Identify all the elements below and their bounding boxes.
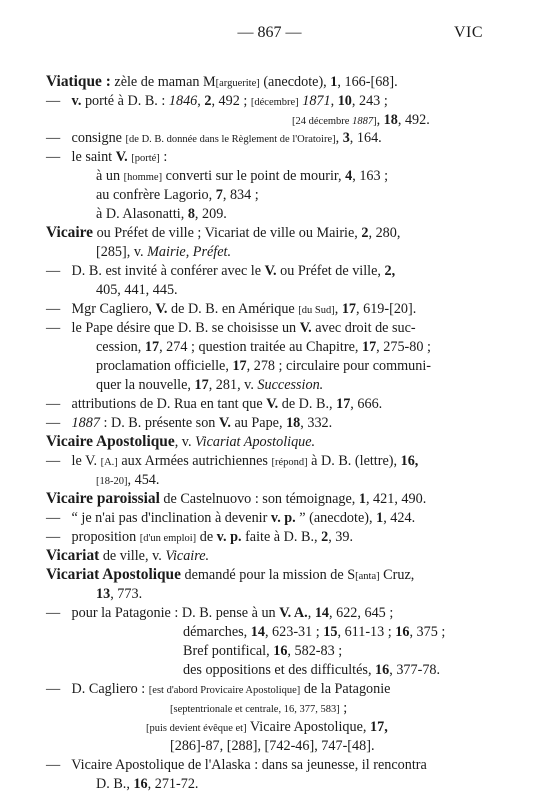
line-segment: D. B., [96, 776, 134, 792]
line-segment: 2 [321, 529, 329, 545]
line-segment: Vicaire Apostolique, [246, 719, 370, 735]
line-segment: 14 [314, 605, 330, 621]
line-segment: : D. B. présente son [99, 415, 219, 431]
line-segment: proposition [68, 529, 140, 545]
line-segment: , [197, 93, 205, 109]
line-segment: — [46, 149, 61, 165]
line-segment: — [46, 681, 61, 697]
line-segment: Bref pontifical, [183, 643, 274, 659]
line-segment: [A.] [100, 457, 118, 468]
line-segment: 17 [336, 396, 351, 412]
line-segment: , 278 ; circulaire pour communi- [246, 358, 432, 374]
line-segment: D. B. est invité à conférer avec le [68, 263, 265, 279]
line-segment: Vicaire paroissial [46, 490, 160, 507]
line-segment: V. [264, 263, 277, 279]
line-segment: au Pape, [230, 415, 287, 431]
line-segment: Vicaire Apostolique de l'Alaska : dans sa jeunesse, il rencontra [68, 757, 427, 773]
line-segment: 405, 441, 445. [96, 282, 178, 298]
line-segment: — [46, 757, 61, 773]
line-segment: , 274 ; question traitée au Chapitre, [159, 339, 362, 355]
line-segment: — [46, 510, 61, 526]
line-segment: , 166-[68]. [337, 74, 398, 90]
line-segment: V. [266, 396, 279, 412]
line-segment: de la Patagonie [300, 681, 391, 697]
line-segment: , [330, 93, 338, 109]
line-segment: Vicaire. [165, 548, 210, 564]
line-segment: [286]-87, [288], [742-46], 747-[48]. [170, 738, 375, 754]
line-segment: 1887 [71, 415, 100, 431]
line-segment: — [46, 529, 61, 545]
line-segment: , [335, 130, 343, 146]
line-segment: v. p. [270, 510, 296, 526]
line-segment: [homme] [123, 172, 163, 183]
line-segment: , 271-72. [147, 776, 199, 792]
index-line [46, 546, 209, 566]
line-segment: Vicariat Apostolique [46, 566, 181, 583]
line-segment: , 209. [194, 206, 227, 222]
line-segment: cession, [96, 339, 145, 355]
index-line [96, 356, 431, 376]
line-segment: V. [218, 415, 231, 431]
line-segment: D. Cagliero : [68, 681, 149, 697]
line-segment: [24 décembre [292, 116, 353, 127]
line-segment: de ville, v. [99, 548, 166, 564]
line-segment: ] [373, 116, 377, 127]
line-segment: V. [299, 320, 312, 336]
index-line [183, 622, 445, 642]
line-segment: de [196, 529, 217, 545]
line-segment: — [46, 415, 61, 431]
line-segment: le saint [68, 149, 116, 165]
line-segment: à un [96, 168, 124, 184]
line-segment: Vicariat [46, 547, 100, 564]
line-segment: [18-20] [96, 476, 128, 487]
line-segment: 7 [215, 187, 223, 203]
line-segment: 17 [341, 301, 357, 317]
line-segment: consigne [68, 130, 126, 146]
line-segment: — [46, 263, 61, 279]
line-segment: à D. B. (lettre), [307, 453, 401, 469]
line-segment: , 582-83 ; [287, 643, 343, 659]
line-segment: — [46, 301, 61, 317]
line-segment: ou Préfet de ville ; Vicariat de ville ou Mairie, [93, 225, 362, 241]
index-line [96, 337, 431, 357]
line-segment: 3 [342, 130, 350, 146]
line-segment: Vicariat Apostolique. [195, 434, 316, 450]
line-segment: , 375 ; [409, 624, 446, 640]
line-segment: 14 [250, 624, 265, 640]
line-segment: , 164. [349, 130, 382, 146]
line-segment: 15 [323, 624, 338, 640]
index-line [46, 261, 395, 281]
line-segment: avec droit de suc- [311, 320, 416, 336]
line-segment: [d'un emploi] [139, 533, 197, 544]
line-segment: 17 [232, 358, 247, 374]
line-segment: 1 [330, 74, 338, 90]
line-segment: , 280, [368, 225, 401, 241]
line-segment: 1887 [352, 116, 374, 127]
line-segment: 8 [187, 206, 195, 222]
line-segment: Mgr Cagliero, [68, 301, 156, 317]
line-segment: ” (anecdote), [295, 510, 377, 526]
index-line [96, 280, 178, 300]
line-segment: , 454. [127, 472, 160, 488]
line-segment: , 611-13 ; [337, 624, 396, 640]
line-segment: [répond] [271, 457, 308, 468]
line-segment: de Castelnuovo : son témoignage, [159, 491, 359, 507]
line-segment: Vicaire Apostolique [46, 433, 175, 450]
line-segment: aux Armées autrichiennes [117, 453, 272, 469]
line-segment: de D. B. en Amérique [167, 301, 299, 317]
index-line [96, 375, 323, 395]
line-segment: (anecdote), [259, 74, 331, 90]
line-segment: de D. B., [278, 396, 337, 412]
line-segment: , 163 ; [352, 168, 389, 184]
index-line [46, 755, 427, 775]
line-segment: Viatique : [46, 73, 111, 90]
line-segment: , [376, 112, 384, 128]
line-segment: zèle de maman M [110, 74, 216, 90]
running-head-keyword: VIC [453, 24, 483, 41]
line-segment: , 39. [328, 529, 354, 545]
line-segment: 13 [96, 586, 111, 602]
index-line [96, 774, 198, 794]
line-segment: , 492. [397, 112, 430, 128]
line-segment: converti sur le point de mourir, [162, 168, 346, 184]
index-line [46, 223, 400, 243]
line-segment: 2, [384, 263, 396, 279]
line-segment: Mairie, Préfet. [147, 244, 232, 260]
line-segment: , [334, 301, 342, 317]
line-segment: , 377-78. [389, 662, 441, 678]
index-line [46, 603, 393, 623]
line-segment: V. [155, 301, 168, 317]
line-segment: le Pape désire que D. B. se choisisse un [68, 320, 300, 336]
line-segment: 18 [383, 112, 398, 128]
line-segment: , 424. [383, 510, 416, 526]
index-line [96, 204, 227, 224]
line-segment: [arguerite] [215, 78, 260, 89]
line-segment: , 619-[20]. [356, 301, 417, 317]
line-segment: 1 [358, 491, 366, 507]
line-segment: le V. [68, 453, 101, 469]
line-segment: [est d'abord Provicaire Apostolique] [148, 685, 301, 696]
line-segment: [porté] [131, 153, 160, 164]
line-segment: ; [339, 700, 348, 716]
line-segment: des oppositions et des difficultés, [183, 662, 376, 678]
line-segment: 16, [400, 453, 419, 469]
line-segment: , 421, 490. [365, 491, 427, 507]
line-segment: V. [115, 149, 128, 165]
line-segment: 1 [376, 510, 384, 526]
line-segment: 16 [395, 624, 410, 640]
line-segment: 10 [337, 93, 352, 109]
line-segment: Cruz, [379, 567, 415, 583]
index-line [46, 432, 315, 452]
line-segment: — [46, 320, 61, 336]
line-segment: , 281, v. [208, 377, 258, 393]
line-segment: “ je n'ai pas d'inclination à devenir [68, 510, 271, 526]
line-segment: 17 [361, 339, 377, 355]
line-segment: au confrère Lagorio, [96, 187, 216, 203]
line-segment: 1846 [168, 93, 198, 109]
line-segment: Succession. [257, 377, 324, 393]
line-segment: , [307, 605, 315, 621]
line-segment: v. p. [216, 529, 242, 545]
line-segment: [septentrionale et centrale, 16, 377, 583] [170, 704, 340, 715]
line-segment: — [46, 130, 61, 146]
line-segment: attributions de D. Rua en tant que [68, 396, 267, 412]
line-segment: , 243 ; [351, 93, 388, 109]
line-segment: 16 [375, 662, 390, 678]
line-segment: 16 [273, 643, 288, 659]
line-segment: ou Préfet de ville, [276, 263, 385, 279]
index-line [46, 318, 416, 338]
line-segment: [du Sud] [298, 305, 335, 316]
line-segment: — [46, 93, 61, 109]
line-segment: 2 [361, 225, 369, 241]
line-segment: 17 [194, 377, 209, 393]
index-line [46, 489, 426, 509]
index-line [96, 185, 259, 205]
line-segment: Vicaire [46, 224, 94, 241]
line-segment: , 275-80 ; [376, 339, 431, 355]
line-segment: demandé pour la mission de S [180, 567, 356, 583]
line-segment: — [46, 453, 61, 469]
line-segment: porté à D. B. : [81, 93, 169, 109]
index-line [170, 736, 375, 756]
line-segment: [puis devient évêque et] [146, 723, 247, 734]
line-segment: démarches, [183, 624, 251, 640]
page-number: — 867 — [237, 24, 302, 41]
line-segment: — [46, 396, 61, 412]
index-line [46, 394, 382, 414]
index-line [46, 413, 332, 433]
line-segment: 2 [204, 93, 212, 109]
line-segment: , 623-31 ; [264, 624, 324, 640]
line-segment: proclamation officielle, [96, 358, 233, 374]
line-segment: [de D. B. donnée dans le Règlement de l'Oratoire] [125, 134, 336, 145]
line-segment: 17 [144, 339, 160, 355]
line-segment: , 834 ; [222, 187, 259, 203]
line-segment: faite à D. B., [241, 529, 322, 545]
line-segment: , v. [174, 434, 196, 450]
line-segment: , 492 ; [211, 93, 251, 109]
index-line [46, 508, 415, 528]
line-segment: [décembre] [250, 97, 299, 108]
line-segment: V. A. [279, 605, 308, 621]
line-segment: 1871 [302, 93, 331, 109]
line-segment: , 622, 645 ; [329, 605, 394, 621]
line-segment: 4 [345, 168, 353, 184]
line-segment: , 773. [110, 586, 143, 602]
line-segment: pour la Patagonie : D. B. pense à un [68, 605, 280, 621]
index-line [96, 584, 142, 604]
line-segment: , 332. [300, 415, 333, 431]
line-segment: v. [68, 93, 82, 109]
index-line [183, 641, 342, 661]
line-segment: 16 [133, 776, 148, 792]
line-segment: à D. Alasonatti, [96, 206, 188, 222]
line-segment: 18 [286, 415, 301, 431]
line-segment: [anta] [355, 571, 380, 582]
index-line [96, 242, 231, 262]
line-segment: 17, [370, 719, 388, 735]
index-line [183, 660, 440, 680]
line-segment: quer la nouvelle, [96, 377, 195, 393]
line-segment: — [46, 605, 61, 621]
line-segment: [285], v. [96, 244, 148, 260]
line-segment: , 666. [350, 396, 383, 412]
line-segment: : [159, 149, 168, 165]
